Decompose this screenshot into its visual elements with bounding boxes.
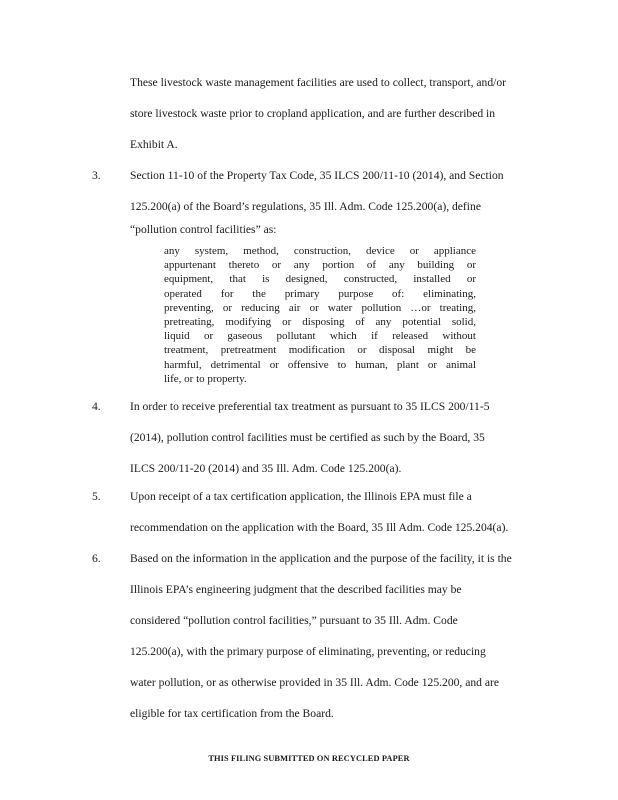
paragraph-line: (2014), pollution control facilities must be certified as such by the Board, 35	[130, 431, 485, 444]
paragraph-line: In order to receive preferential tax treatment as pursuant to 35 ILCS 200/11-5	[130, 400, 490, 413]
quote-line: any system, method, construction, device or appliance	[164, 245, 476, 257]
quote-line: operated for the primary purpose of: eliminating,	[164, 287, 476, 300]
paragraph-line: “pollution control facilities” as:	[130, 223, 277, 236]
paragraph-line: recommendation on the application with the Board, 35 Ill Adm. Code 125.204(a).	[130, 521, 509, 534]
paragraph-line: water pollution, or as otherwise provided in 35 Ill. Adm. Code 125.200, and are	[130, 676, 499, 689]
paragraph-line: Illinois EPA’s engineering judgment that the described facilities may be	[130, 583, 462, 596]
paragraph-line: ILCS 200/11-20 (2014) and 35 Ill. Adm. Code 125.200(a).	[130, 462, 402, 475]
quote-line: life, or to property.	[164, 372, 247, 385]
paragraph-number: 5.	[92, 490, 101, 503]
paragraph-number: 3.	[92, 169, 101, 182]
page-footer: THIS FILING SUBMITTED ON RECYCLED PAPER	[208, 754, 410, 763]
intro-line: These livestock waste management facilities are used to collect, transport, and/or	[130, 76, 507, 89]
intro-line: Exhibit A.	[130, 138, 178, 151]
quote-line: treatment, pretreatment modification or disposal might be	[164, 344, 476, 357]
paragraph-line: Based on the information in the application and the purpose of the facility, it is the	[130, 552, 512, 565]
paragraph-line: considered “pollution control facilities,” pursuant to 35 Ill. Adm. Code	[130, 614, 458, 627]
paragraph-number: 4.	[92, 400, 101, 413]
paragraph-line: 125.200(a), with the primary purpose of eliminating, preventing, or reducing	[130, 645, 486, 658]
paragraph-line: Section 11-10 of the Property Tax Code, 35 ILCS 200/11-10 (2014), and Section	[130, 169, 504, 182]
paragraph-line: Upon receipt of a tax certification application, the Illinois EPA must file a	[130, 490, 472, 503]
quote-line: equipment, that is designed, constructed, installed or	[164, 273, 476, 286]
quote-line: preventing, or reducing air or water pollution …or treating,	[164, 301, 476, 314]
block-quote	[164, 244, 476, 386]
quote-line: appurtenant thereto or any portion of any building or	[164, 259, 476, 272]
paragraph-line: eligible for tax certification from the Board.	[130, 707, 334, 720]
paragraph-number: 6.	[92, 552, 101, 565]
quote-line: harmful, detrimental or offensive to human, plant or animal	[164, 358, 476, 371]
paragraph-line: 125.200(a) of the Board’s regulations, 35 Ill. Adm. Code 125.200(a), define	[130, 200, 481, 213]
quote-line: pretreating, modifying or disposing of any potential solid,	[164, 316, 476, 329]
quote-line: liquid or gaseous pollutant which if released without	[164, 330, 476, 343]
intro-line: store livestock waste prior to cropland application, and are further described in	[130, 107, 496, 120]
